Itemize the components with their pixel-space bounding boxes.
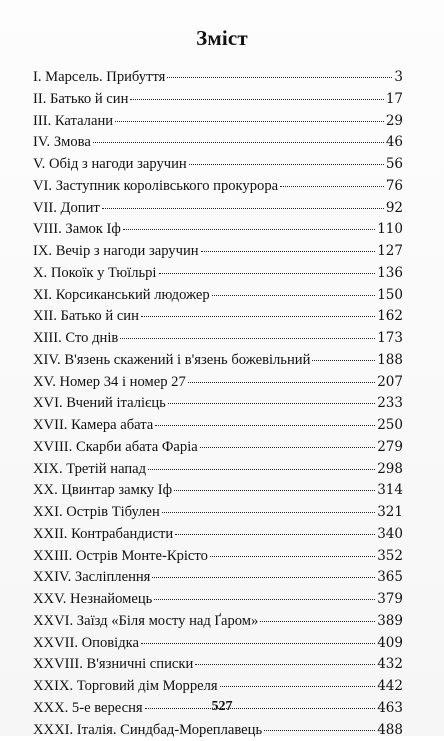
dot-leader: [141, 643, 375, 644]
toc-entry: [33, 176, 403, 198]
dot-leader: [141, 316, 375, 317]
entry-title: XVII. Камера абата: [33, 415, 153, 437]
entry-title: VIII. Замок Іф: [33, 219, 121, 241]
toc-entry: [33, 198, 403, 220]
dot-leader: [148, 469, 375, 470]
dot-leader: [167, 77, 392, 78]
toc-entry: [33, 263, 403, 285]
dot-leader: [115, 121, 384, 122]
toc-entry: [33, 633, 403, 655]
dot-leader: [188, 382, 375, 383]
toc-entry: [33, 372, 403, 394]
entry-title: XV. Номер 34 і номер 27: [33, 372, 186, 394]
entry-title: I. Марсель. Прибуття: [33, 67, 165, 89]
toc-entry: [33, 480, 403, 502]
entry-title: VII. Допит: [33, 198, 100, 220]
entry-title: IV. Змова: [33, 132, 91, 154]
dot-leader: [280, 186, 384, 187]
toc-entry: [33, 524, 403, 546]
dot-leader: [162, 512, 375, 513]
entry-page-number: 409: [377, 633, 403, 655]
toc-entry: [33, 567, 403, 589]
entry-title: XXIV. Засліплення: [33, 567, 150, 589]
entry-title: XXXI. Італія. Синдбад-Мореплавець: [33, 720, 262, 741]
entry-page-number: 136: [377, 263, 403, 285]
entry-title: XXVIII. В'язничні списки: [33, 654, 193, 676]
toc-entry: [33, 328, 403, 350]
dot-leader: [154, 599, 375, 600]
entry-title: XXII. Контрабандисти: [33, 524, 173, 546]
entry-page-number: 340: [377, 524, 403, 546]
dot-leader: [155, 425, 375, 426]
entry-page-number: 463: [377, 698, 403, 720]
toc-entry: [33, 546, 403, 568]
entry-title: XXV. Незнайомець: [33, 589, 152, 611]
entry-title: XII. Батько й син: [33, 306, 139, 328]
entry-page-number: 389: [377, 611, 403, 633]
dot-leader: [264, 730, 375, 731]
entry-title: XIV. В'язень скажений і в'язень божевільний: [33, 350, 310, 372]
entry-page-number: 298: [377, 459, 403, 481]
entry-title: IX. Вечір з нагоди заручин: [33, 241, 199, 263]
toc-entry: [33, 415, 403, 437]
toc-entry: [33, 589, 403, 611]
toc-entry: [33, 67, 403, 89]
toc-entry: [33, 132, 403, 154]
entry-page-number: 56: [386, 154, 403, 176]
entry-page-number: 279: [377, 437, 403, 459]
dot-leader: [312, 360, 375, 361]
toc-entry: [33, 285, 403, 307]
toc-entry: [33, 111, 403, 133]
entry-page-number: 432: [377, 654, 403, 676]
toc-entry: [33, 89, 403, 111]
toc-entry: [33, 350, 403, 372]
entry-page-number: 321: [377, 502, 403, 524]
entry-page-number: 162: [377, 306, 403, 328]
entry-title: XI. Корсиканський людожер: [33, 285, 210, 307]
entry-page-number: 379: [377, 589, 403, 611]
entry-title: XXI. Острів Тібулен: [33, 502, 160, 524]
page-title: Зміст: [0, 26, 444, 51]
dot-leader: [159, 273, 376, 274]
dot-leader: [189, 164, 384, 165]
entry-title: XVI. Вчений італієць: [33, 393, 166, 415]
entry-title: XIII. Сто днів: [33, 328, 118, 350]
entry-title: XVIII. Скарби абата Фаріа: [33, 437, 198, 459]
entry-title: II. Батько й син: [33, 89, 128, 111]
entry-page-number: 150: [377, 285, 403, 307]
entry-page-number: 365: [377, 567, 403, 589]
entry-title: VI. Заступник королівського прокурора: [33, 176, 278, 198]
dot-leader: [212, 295, 376, 296]
entry-title: XXIII. Острів Монте-Крісто: [33, 546, 208, 568]
entry-page-number: 233: [377, 393, 403, 415]
entry-page-number: 3: [394, 67, 403, 89]
dot-leader: [195, 664, 375, 665]
entry-page-number: 127: [377, 241, 403, 263]
page-number: 527: [0, 699, 444, 715]
entry-page-number: 250: [377, 415, 403, 437]
table-of-contents: [33, 67, 403, 741]
entry-title: V. Обід з нагоди заручин: [33, 154, 187, 176]
dot-leader: [174, 490, 375, 491]
entry-page-number: 352: [377, 546, 403, 568]
toc-entry: [33, 502, 403, 524]
dot-leader: [200, 447, 375, 448]
dot-leader: [120, 338, 375, 339]
toc-entry: [33, 306, 403, 328]
dot-leader: [201, 251, 376, 252]
toc-entry: [33, 219, 403, 241]
toc-entry: [33, 611, 403, 633]
entry-page-number: 173: [377, 328, 403, 350]
entry-page-number: 442: [377, 676, 403, 698]
entry-title: X. Покоїк у Тюїльрі: [33, 263, 157, 285]
entry-page-number: 314: [377, 480, 403, 502]
dot-leader: [102, 208, 384, 209]
toc-entry: [33, 459, 403, 481]
toc-entry: [33, 437, 403, 459]
toc-entry: [33, 720, 403, 741]
dot-leader: [260, 621, 375, 622]
entry-page-number: 207: [377, 372, 403, 394]
entry-page-number: 29: [386, 111, 403, 133]
entry-title: XXX. 5-е вересня: [33, 698, 143, 720]
entry-page-number: 110: [377, 219, 403, 241]
entry-title: XX. Цвинтар замку Іф: [33, 480, 172, 502]
dot-leader: [152, 577, 375, 578]
entry-page-number: 92: [386, 198, 403, 220]
entry-title: XIX. Третій напад: [33, 459, 146, 481]
entry-page-number: 488: [377, 720, 403, 741]
entry-title: III. Каталани: [33, 111, 113, 133]
toc-entry: [33, 676, 403, 698]
entry-title: XXIX. Торговий дім Морреля: [33, 676, 218, 698]
toc-entry: [33, 154, 403, 176]
dot-leader: [130, 99, 383, 100]
toc-entry: [33, 393, 403, 415]
dot-leader: [168, 403, 375, 404]
toc-entry: [33, 654, 403, 676]
entry-page-number: 17: [386, 89, 403, 111]
toc-entry: [33, 241, 403, 263]
dot-leader: [123, 229, 375, 230]
dot-leader: [93, 142, 384, 143]
entry-title: XXVII. Оповідка: [33, 633, 139, 655]
entry-title: XXVI. Заїзд «Біля мосту над Ґаром»: [33, 611, 258, 633]
entry-page-number: 46: [386, 132, 403, 154]
entry-page-number: 188: [377, 350, 403, 372]
dot-leader: [220, 686, 376, 687]
dot-leader: [175, 534, 375, 535]
dot-leader: [210, 556, 375, 557]
entry-page-number: 76: [386, 176, 403, 198]
